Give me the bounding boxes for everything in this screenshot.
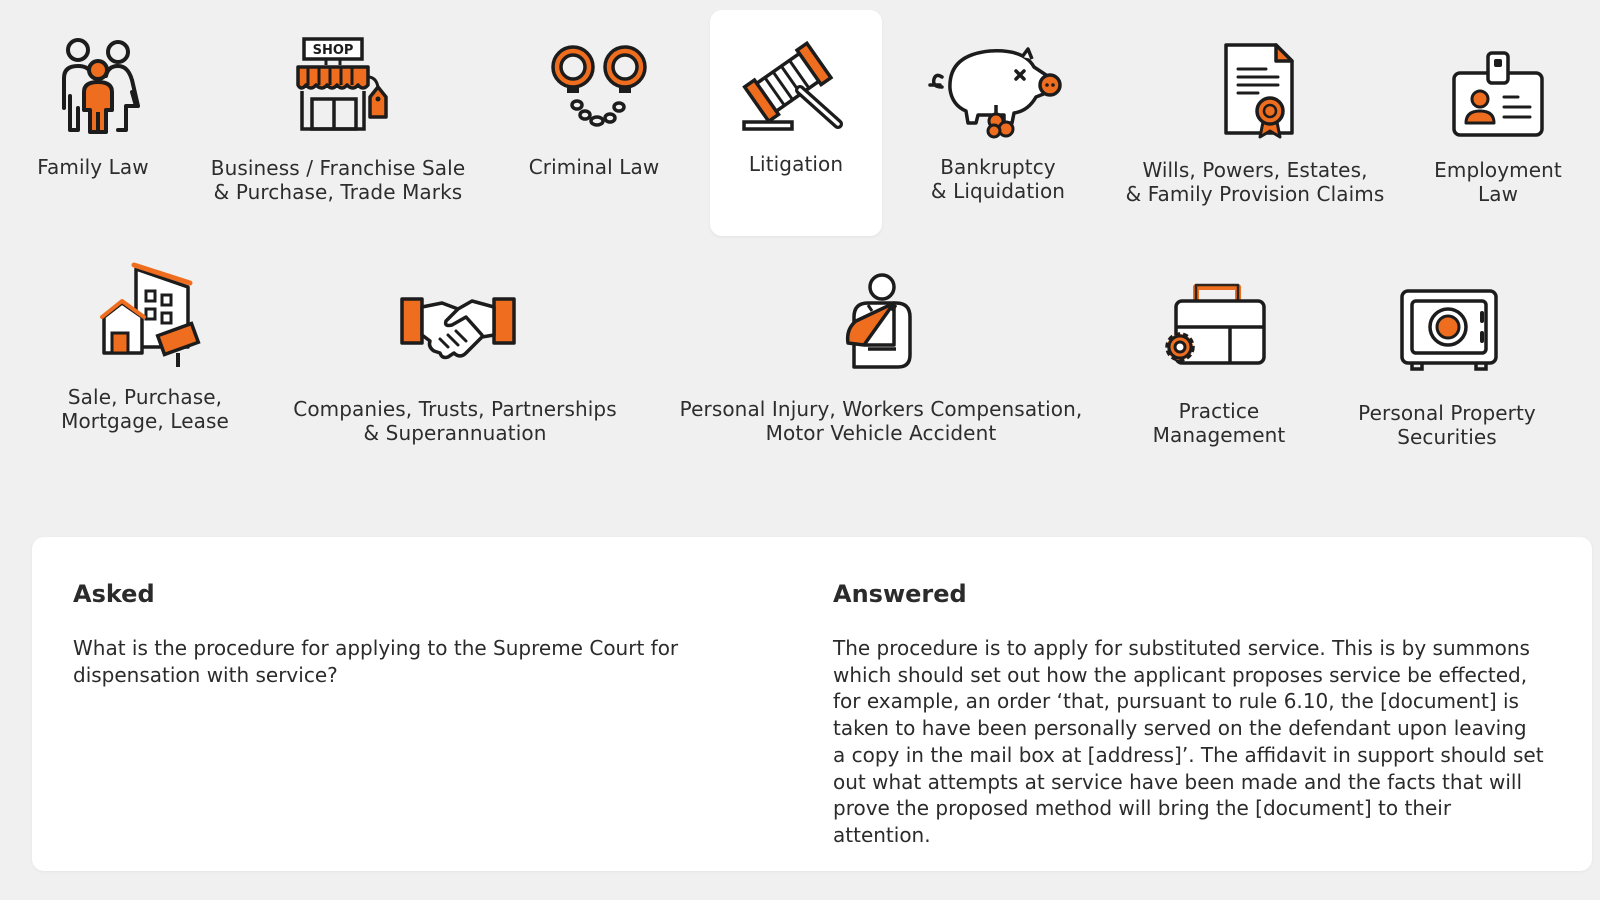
category-criminal-law[interactable]	[514, 20, 674, 220]
answered-heading: Answered	[833, 580, 967, 608]
category-label-line1: Wills, Powers, Estates,	[1142, 158, 1368, 182]
id-badge-icon	[1450, 51, 1546, 139]
category-label-line2: & Family Provision Claims	[1125, 182, 1385, 206]
shop-icon	[290, 37, 402, 133]
category-label-line2: Motor Vehicle Accident	[765, 421, 997, 445]
certificate-icon	[1222, 41, 1298, 141]
category-label-line1: Personal Injury, Workers Compensation,	[679, 397, 1083, 421]
category-business[interactable]	[200, 20, 476, 220]
question-text: What is the procedure for applying to the Supreme Court for dispensation with service?	[73, 636, 679, 687]
qa-card	[32, 537, 1592, 871]
family-icon	[56, 36, 142, 136]
category-label: Criminal Law	[528, 155, 660, 179]
category-label-line1: Bankruptcy	[940, 155, 1056, 179]
category-personal-injury[interactable]	[674, 255, 1088, 455]
category-personal-property[interactable]	[1340, 255, 1554, 455]
category-label-line1: Personal Property	[1358, 401, 1536, 425]
handshake-icon	[400, 295, 516, 361]
category-sale-purchase[interactable]	[50, 255, 240, 455]
category-label-line2: Securities	[1397, 425, 1497, 449]
category-companies[interactable]	[284, 255, 626, 455]
category-label-line2: & Liquidation	[930, 179, 1066, 203]
category-bankruptcy[interactable]	[910, 20, 1086, 220]
category-label-line1: Employment	[1434, 158, 1562, 182]
arm-sling-icon	[844, 273, 920, 371]
piggy-bank-icon	[928, 45, 1060, 137]
category-practice-management[interactable]	[1130, 255, 1308, 455]
answer-text: The procedure is to apply for substituted service. This is by summons which should set out how the applicant proposes service be effected, for example, an order ‘that, pursuant to rule 6.10, the [document] is taken to have been personally served on the defendant upon leaving a copy in the mail box at [address]’. The affidavit in support should set out what attempts at service have been made and the facts that will prove the proposed method will bring the [document] to their attention.	[833, 636, 1544, 847]
category-label-line2: Mortgage, Lease	[61, 409, 229, 433]
category-label-line1: Business / Franchise Sale	[210, 156, 466, 180]
category-label-line2: & Purchase, Trade Marks	[213, 180, 463, 204]
briefcase-gear-icon	[1158, 281, 1268, 367]
gavel-icon	[742, 42, 850, 132]
category-label-line2: Management	[1152, 423, 1286, 447]
shop-sign-text: SHOP	[312, 43, 354, 58]
category-label-line1: Companies, Trusts, Partnerships	[293, 397, 617, 421]
safe-icon	[1400, 289, 1498, 373]
handcuffs-icon	[549, 43, 649, 133]
category-label-line1: Sale, Purchase,	[67, 385, 223, 409]
category-litigation[interactable]	[710, 10, 882, 236]
property-sale-icon	[100, 263, 200, 371]
category-label: Litigation	[748, 152, 844, 176]
category-employment-law[interactable]	[1420, 20, 1576, 220]
category-label-line2: & Superannuation	[363, 421, 547, 445]
category-label: Family Law	[37, 155, 149, 179]
asked-heading: Asked	[73, 580, 155, 608]
category-label-line2: Law	[1477, 182, 1519, 206]
category-family-law[interactable]	[14, 20, 172, 220]
category-label-line1: Practice	[1178, 399, 1260, 423]
category-wills[interactable]	[1114, 20, 1396, 220]
